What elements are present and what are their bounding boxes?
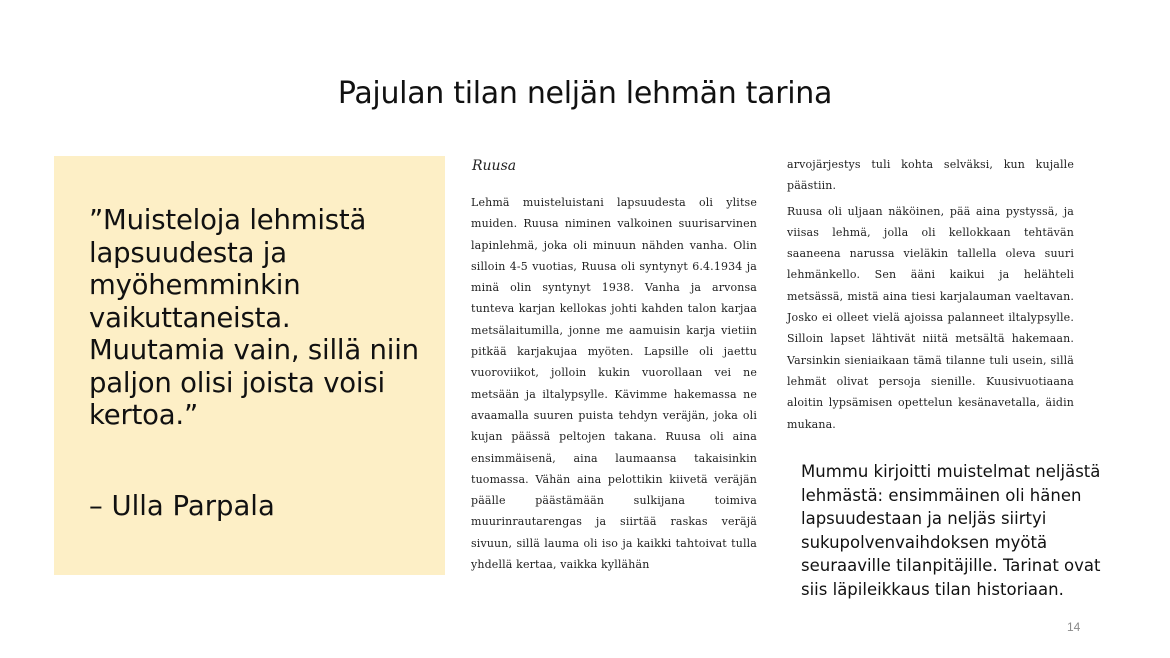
story-paragraph: Ruusa oli uljaan näköinen, pää aina pystyssä, ja viisas lehmä, jolla oli kellokkaan tehtävän saaneena narussa vieläkin tallella oleva suuri lehmänkello. Sen ääni kaikui ja helähteli metsässä, mistä aina tiesi karjalauman vaeltavan. Josko ei olleet vielä ajoissa palanneet iltalypsylle. Silloin lapset lähtivät niitä metsältä hakemaan. Varsinkin sieniaikaan tämä tilanne tuli usein, sillä lehmät olivat persoja sienille. Kuusivuotiaana aloitin lypsämisen opettelun kesänavetalla, äidin mukana.: [787, 204, 1074, 431]
quote-box: [54, 156, 445, 575]
story-paragraph: Lehmä muisteluistani lapsuudesta oli ylitse muiden. Ruusa niminen valkoinen suurisarvinen lapinlehmä, joka oli minuun nähden vanha. Olin silloin 4-5 vuotias, Ruusa oli syntynyt 6.4.1934 ja minä olin syntynyt 1938. Vanha ja arvonsa tunteva karjan kellokas johti kahden talon karjaa metsälaitumilla, jonne me aamuisin karja vietiin pitkää karjakujaa myöten. Lapsille oli jaettu vuoroviikot, jolloin kukin vuorollaan vei ne metsään ja iltalypsylle. Kävimme hakemassa ne avaamalla suuren puista tehdyn veräjän, joka oli kujan päässä peltojen takana. Ruusa oli aina ensimmäisenä, aina laumaansa takaisinkin tuomassa. Vähän aina pelottikin kiivetä veräjän päälle päästämään sulkijana toimiva muurinrautarengas ja siirtää raskas veräjä sivuun, sillä lauma oli iso ja kaikki tahtoivat tulla yhdellä kertaa, vaikka kyllähän: [471, 196, 757, 572]
story-heading: Ruusa: [472, 158, 517, 174]
story-column-1: [471, 192, 757, 575]
quote-text: ”Muisteloja lehmistä lapsuudesta ja myöhemminkin vaikuttaneista. Muutamia vain, sillä niin paljon olisi joista voisi kertoa.”: [89, 204, 419, 431]
slide-title: Pajulan tilan neljän lehmän tarina: [337, 76, 833, 111]
page-number: 14: [1067, 620, 1081, 634]
story-column-2: [787, 154, 1074, 439]
summary-text: Mummu kirjoitti muistelmat neljästä lehmästä: ensimmäinen oli hänen lapsuudestaan ja neljäs siirtyi sukupolvenvaihdoksen myötä seuraaville tilanpitäjille. Tarinat ovat siis läpileikkaus tilan historiaan.: [801, 462, 1101, 599]
story-paragraph: arvojärjestys tuli kohta selväksi, kun kujalle päästiin.: [787, 158, 1074, 193]
quote-author: – Ulla Parpala: [89, 490, 275, 522]
